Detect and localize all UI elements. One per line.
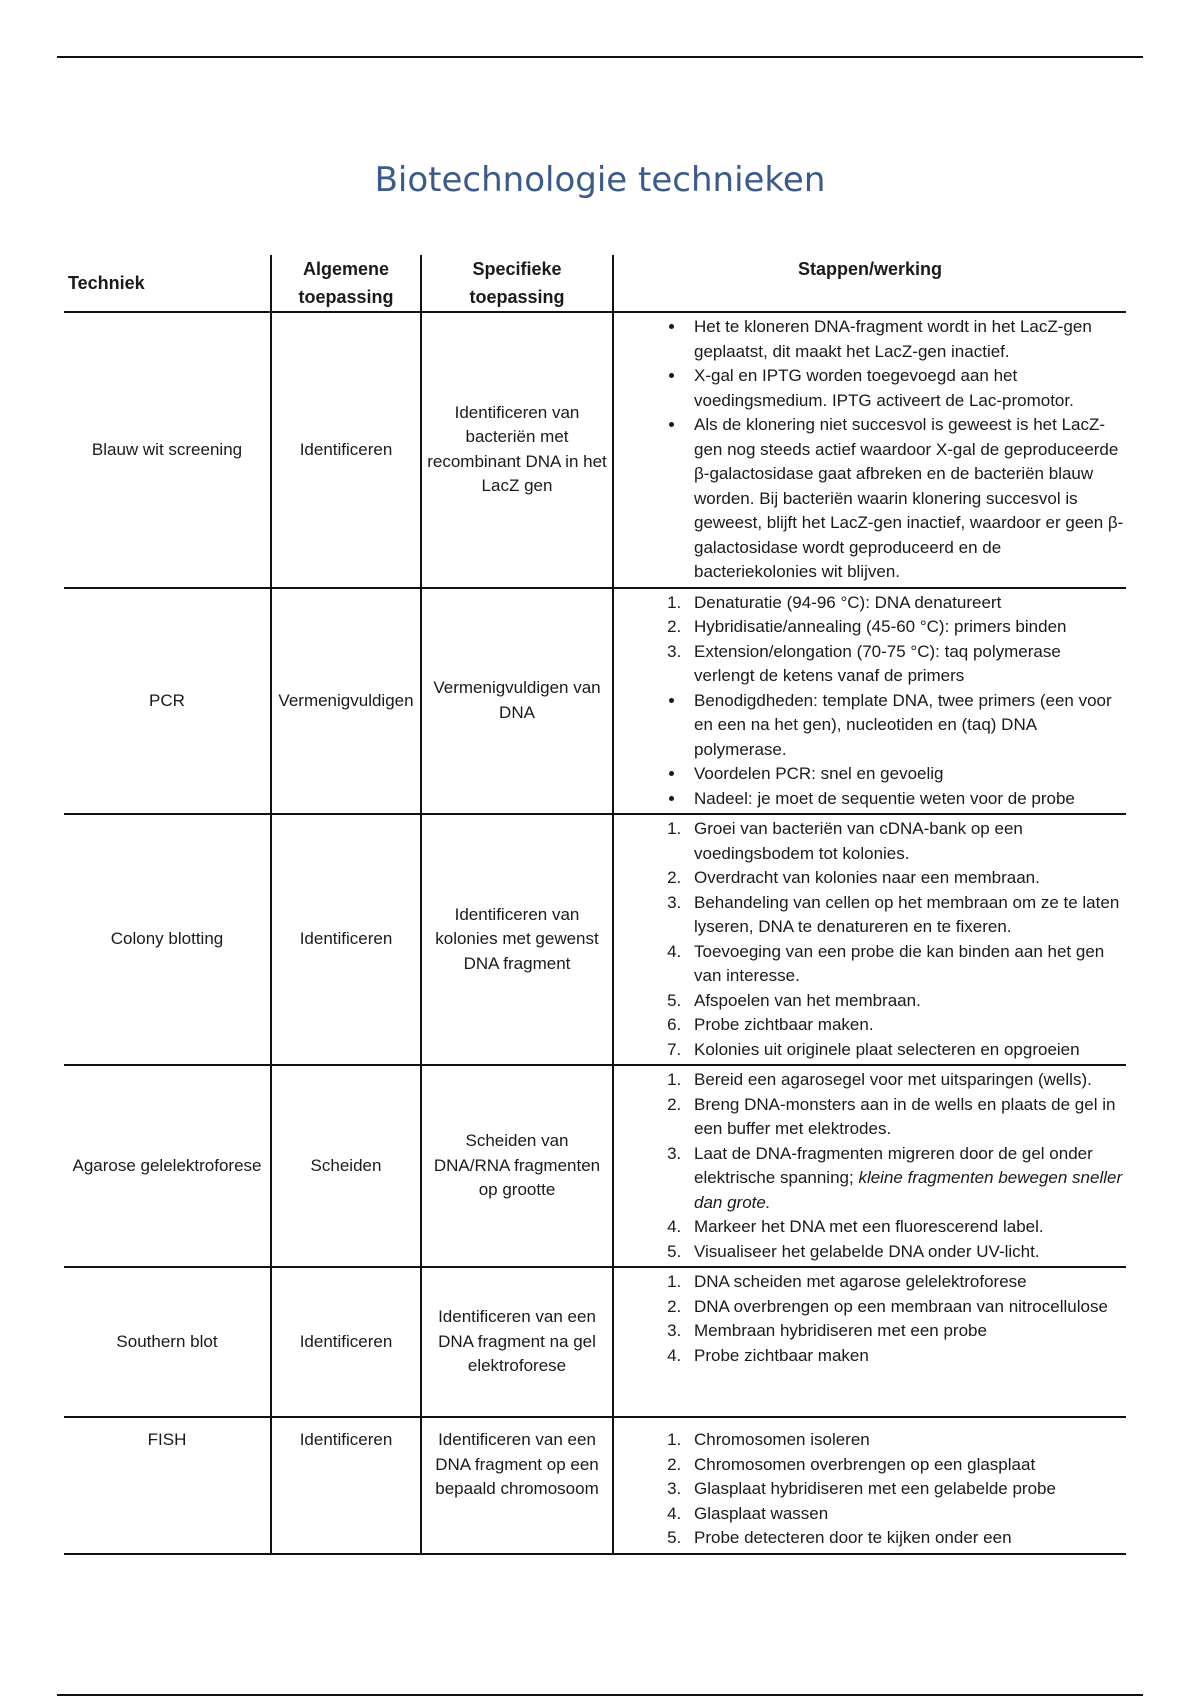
list-item: 1. DNA scheiden met agarose gelelektroforese bbox=[686, 1270, 1126, 1295]
page-title: Biotechnologie technieken bbox=[374, 160, 826, 200]
cell-techniek: Colony blotting bbox=[64, 814, 271, 1065]
list-item: • Het te kloneren DNA-fragment wordt in het LacZ-gen geplaatst, dit maakt het LacZ-gen inactief. bbox=[686, 315, 1126, 364]
cell-algemene: Vermenigvuldigen bbox=[271, 588, 421, 815]
list-item: 4. Probe zichtbaar maken bbox=[686, 1344, 1126, 1369]
table-row bbox=[64, 814, 1126, 1065]
list-item: • Als de klonering niet succesvol is geweest is het LacZ-gen nog steeds actief waardoor X-gal de geproduceerde β-galactosidase gaat afbreken en de bacteriën blauw worden. Bij bacteriën waarin klonering succesvol is geweest, blijft het LacZ-gen inactief, waardoor er geen β-galactosidase wordt geproduceerd en de bacteriekolonies wit blijven. bbox=[686, 413, 1126, 585]
cell-stappen bbox=[613, 1267, 1126, 1417]
table-row bbox=[64, 1417, 1126, 1554]
cell-techniek: PCR bbox=[64, 588, 271, 815]
cell-stappen bbox=[613, 1065, 1126, 1267]
cell-specifieke: Identificeren van bacteriën met recombinant DNA in het LacZ gen bbox=[421, 312, 613, 588]
italic-note: kleine fragmenten bewegen sneller dan grote. bbox=[694, 1168, 1123, 1212]
list-item: • Voordelen PCR: snel en gevoelig bbox=[686, 762, 1126, 787]
techniques-table bbox=[64, 255, 1126, 1555]
list-item: 3. Membraan hybridiseren met een probe bbox=[686, 1319, 1126, 1344]
table-row bbox=[64, 312, 1126, 588]
cell-algemene: Identificeren bbox=[271, 814, 421, 1065]
table-row bbox=[64, 1065, 1126, 1267]
list-item: 3. Behandeling van cellen op het membraan om ze te laten lyseren, DNA te denatureren en te fixeren. bbox=[686, 891, 1126, 940]
list-item: 5. Afspoelen van het membraan. bbox=[686, 989, 1126, 1014]
list-item: • Benodigdheden: template DNA, twee primers (een voor en een na het gen), nucleotiden en (taq) DNA polymerase. bbox=[686, 689, 1126, 763]
list-item: 5. Probe detecteren door te kijken onder een bbox=[686, 1526, 1126, 1551]
list-item: 3. Extension/elongation (70-75 °C): taq polymerase verlengt de ketens vanaf de primers bbox=[686, 640, 1126, 689]
list-item: 4. Glasplaat wassen bbox=[686, 1502, 1126, 1527]
cell-algemene: Identificeren bbox=[271, 1417, 421, 1554]
list-item: 1. Chromosomen isoleren bbox=[686, 1428, 1126, 1453]
cell-specifieke: Identificeren van kolonies met gewenst DNA fragment bbox=[421, 814, 613, 1065]
list-item: 4. Toevoeging van een probe die kan binden aan het gen van interesse. bbox=[686, 940, 1126, 989]
header-stappen-werking: Stappen/werking bbox=[613, 255, 1126, 312]
list-item: • X-gal en IPTG worden toegevoegd aan het voedingsmedium. IPTG activeert de Lac-promotor. bbox=[686, 364, 1126, 413]
cell-stappen bbox=[613, 814, 1126, 1065]
cell-stappen bbox=[613, 312, 1126, 588]
list-item: 4. Markeer het DNA met een fluorescerend label. bbox=[686, 1215, 1126, 1240]
cell-specifieke: Scheiden van DNA/RNA fragmenten op grootte bbox=[421, 1065, 613, 1267]
cell-specifieke: Identificeren van een DNA fragment na gel elektroforese bbox=[421, 1267, 613, 1417]
list-item: 2. Chromosomen overbrengen op een glasplaat bbox=[686, 1453, 1126, 1478]
cell-techniek: Blauw wit screening bbox=[64, 312, 271, 588]
header-algemene-toepassing: Algemene toepassing bbox=[271, 255, 421, 312]
cell-algemene: Identificeren bbox=[271, 312, 421, 588]
header-rule bbox=[57, 56, 1143, 58]
step-text: Laat de DNA-fragmenten migreren door de gel onder elektrische spanning; bbox=[694, 1143, 1093, 1187]
cell-stappen bbox=[613, 588, 1126, 815]
cell-specifieke: Vermenigvuldigen van DNA bbox=[421, 588, 613, 815]
cell-techniek: Southern blot bbox=[64, 1267, 271, 1417]
list-item: 2. DNA overbrengen op een membraan van nitrocellulose bbox=[686, 1295, 1126, 1320]
list-item: 3. Glasplaat hybridiseren met een gelabelde probe bbox=[686, 1477, 1126, 1502]
list-item: 1. Groei van bacteriën van cDNA-bank op een voedingsbodem tot kolonies. bbox=[686, 817, 1126, 866]
cell-techniek: FISH bbox=[64, 1417, 271, 1554]
list-item: 1. Denaturatie (94-96 °C): DNA denatureert bbox=[686, 591, 1126, 616]
table-row bbox=[64, 1267, 1126, 1417]
cell-specifieke: Identificeren van een DNA fragment op een bepaald chromosoom bbox=[421, 1417, 613, 1554]
table-header-row bbox=[64, 255, 1126, 312]
cell-stappen bbox=[613, 1417, 1126, 1554]
list-item: 2. Hybridisatie/annealing (45-60 °C): primers binden bbox=[686, 615, 1126, 640]
list-item bbox=[686, 1142, 1126, 1216]
cell-algemene: Scheiden bbox=[271, 1065, 421, 1267]
list-item: 2. Breng DNA-monsters aan in de wells en plaats de gel in een buffer met elektrodes. bbox=[686, 1093, 1126, 1142]
header-techniek: Techniek bbox=[64, 255, 271, 312]
list-item: 7. Kolonies uit originele plaat selecteren en opgroeien bbox=[686, 1038, 1126, 1063]
header-specifieke-toepassing: Specifieke toepassing bbox=[421, 255, 613, 312]
list-item: 5. Visualiseer het gelabelde DNA onder UV-licht. bbox=[686, 1240, 1126, 1265]
list-item: • Nadeel: je moet de sequentie weten voor de probe bbox=[686, 787, 1126, 812]
cell-techniek: Agarose gelelektroforese bbox=[64, 1065, 271, 1267]
footer-rule bbox=[57, 1694, 1143, 1696]
table-row bbox=[64, 588, 1126, 815]
list-item: 2. Overdracht van kolonies naar een membraan. bbox=[686, 866, 1126, 891]
cell-algemene: Identificeren bbox=[271, 1267, 421, 1417]
list-item: 1. Bereid een agarosegel voor met uitsparingen (wells). bbox=[686, 1068, 1126, 1093]
list-item: 6. Probe zichtbaar maken. bbox=[686, 1013, 1126, 1038]
